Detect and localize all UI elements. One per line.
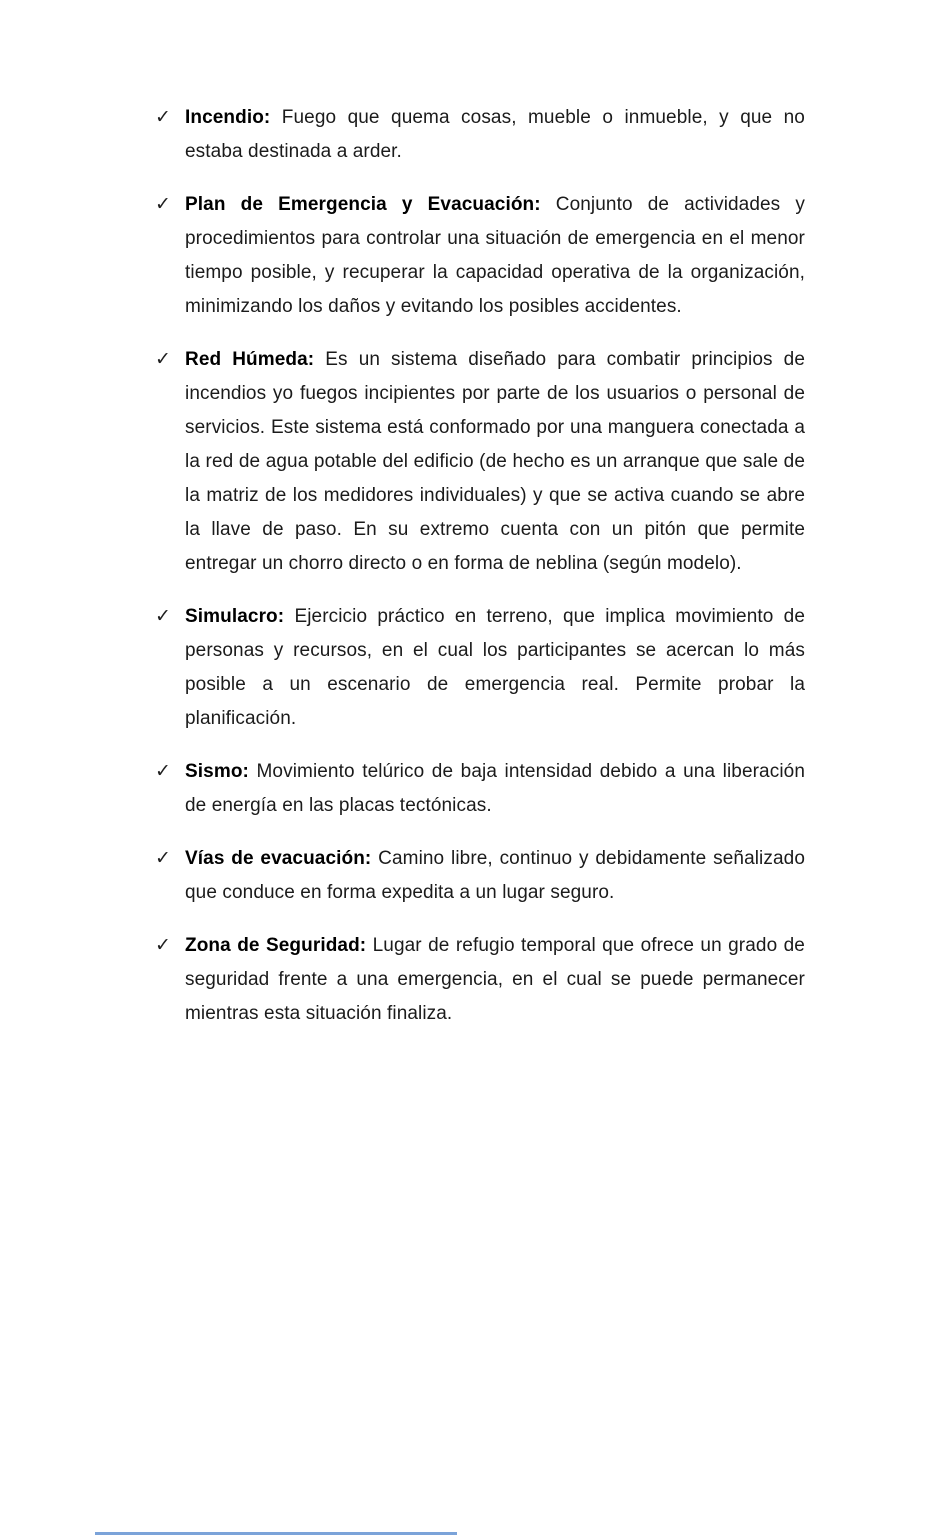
- definition-text: Es un sistema diseñado para combatir principios de incendios yo fuegos incipientes por parte de los usuarios o personal de servicios. Este sistema está conformado por una manguera conectada a la red de agua potable del edificio (de hecho es un arranque que sale de la matriz de los medidores individuales) y que se activa cuando se abre la llave de paso. En su extremo cuenta con un pitón que permite entregar un chorro directo o en forma de neblina (según modelo).: [185, 349, 806, 574]
- checkmark-icon: ✓: [155, 194, 171, 215]
- term-label: Sismo:: [185, 761, 249, 782]
- term-label: Plan de Emergencia y Evacuación:: [185, 194, 541, 215]
- checkmark-icon: ✓: [155, 606, 171, 627]
- list-item: [155, 842, 805, 910]
- checkmark-icon: ✓: [155, 107, 171, 128]
- term-label: Incendio:: [185, 107, 271, 128]
- list-item: [155, 188, 805, 324]
- list-item: [155, 343, 805, 581]
- checkmark-icon: ✓: [155, 761, 171, 782]
- term-label: Vías de evacuación:: [185, 848, 372, 869]
- glossary-entry: [185, 343, 805, 581]
- glossary-entry: [185, 842, 805, 910]
- page-bottom-edge-line: [95, 1532, 457, 1535]
- glossary-entry: [185, 755, 805, 823]
- glossary-list: [155, 101, 805, 1050]
- checkmark-icon: ✓: [155, 349, 171, 370]
- list-item: [155, 929, 805, 1031]
- definition-text: Lugar de refugio temporal que ofrece un grado de seguridad frente a una emergencia, en el cual se puede permanecer mientras esta situación finaliza.: [185, 935, 805, 1024]
- list-item: [155, 600, 805, 736]
- definition-text: Fuego que quema cosas, mueble o inmueble, y que no estaba destinada a arder.: [185, 107, 805, 162]
- definition-text: Ejercicio práctico en terreno, que implica movimiento de personas y recursos, en el cual los participantes se acercan lo más posible a un escenario de emergencia real. Permite probar la planificación.: [185, 606, 805, 729]
- term-label: Red Húmeda:: [185, 349, 315, 370]
- glossary-entry: [185, 929, 805, 1031]
- glossary-entry: [185, 600, 805, 736]
- glossary-entry: [185, 101, 805, 169]
- definition-text: Camino libre, continuo y debidamente señalizado que conduce en forma expedita a un lugar seguro.: [185, 848, 805, 903]
- list-item: [155, 101, 805, 169]
- checkmark-icon: ✓: [155, 935, 171, 956]
- list-item: [155, 755, 805, 823]
- term-label: Simulacro:: [185, 606, 285, 627]
- checkmark-icon: ✓: [155, 848, 171, 869]
- glossary-entry: [185, 188, 805, 324]
- definition-text: Conjunto de actividades y procedimientos para controlar una situación de emergencia en el menor tiempo posible, y recuperar la capacidad operativa de la organización, minimizando los daños y evitando los posibles accidentes.: [185, 194, 805, 317]
- definition-text: Movimiento telúrico de baja intensidad debido a una liberación de energía en las placas tectónicas.: [185, 761, 805, 816]
- term-label: Zona de Seguridad:: [185, 935, 367, 956]
